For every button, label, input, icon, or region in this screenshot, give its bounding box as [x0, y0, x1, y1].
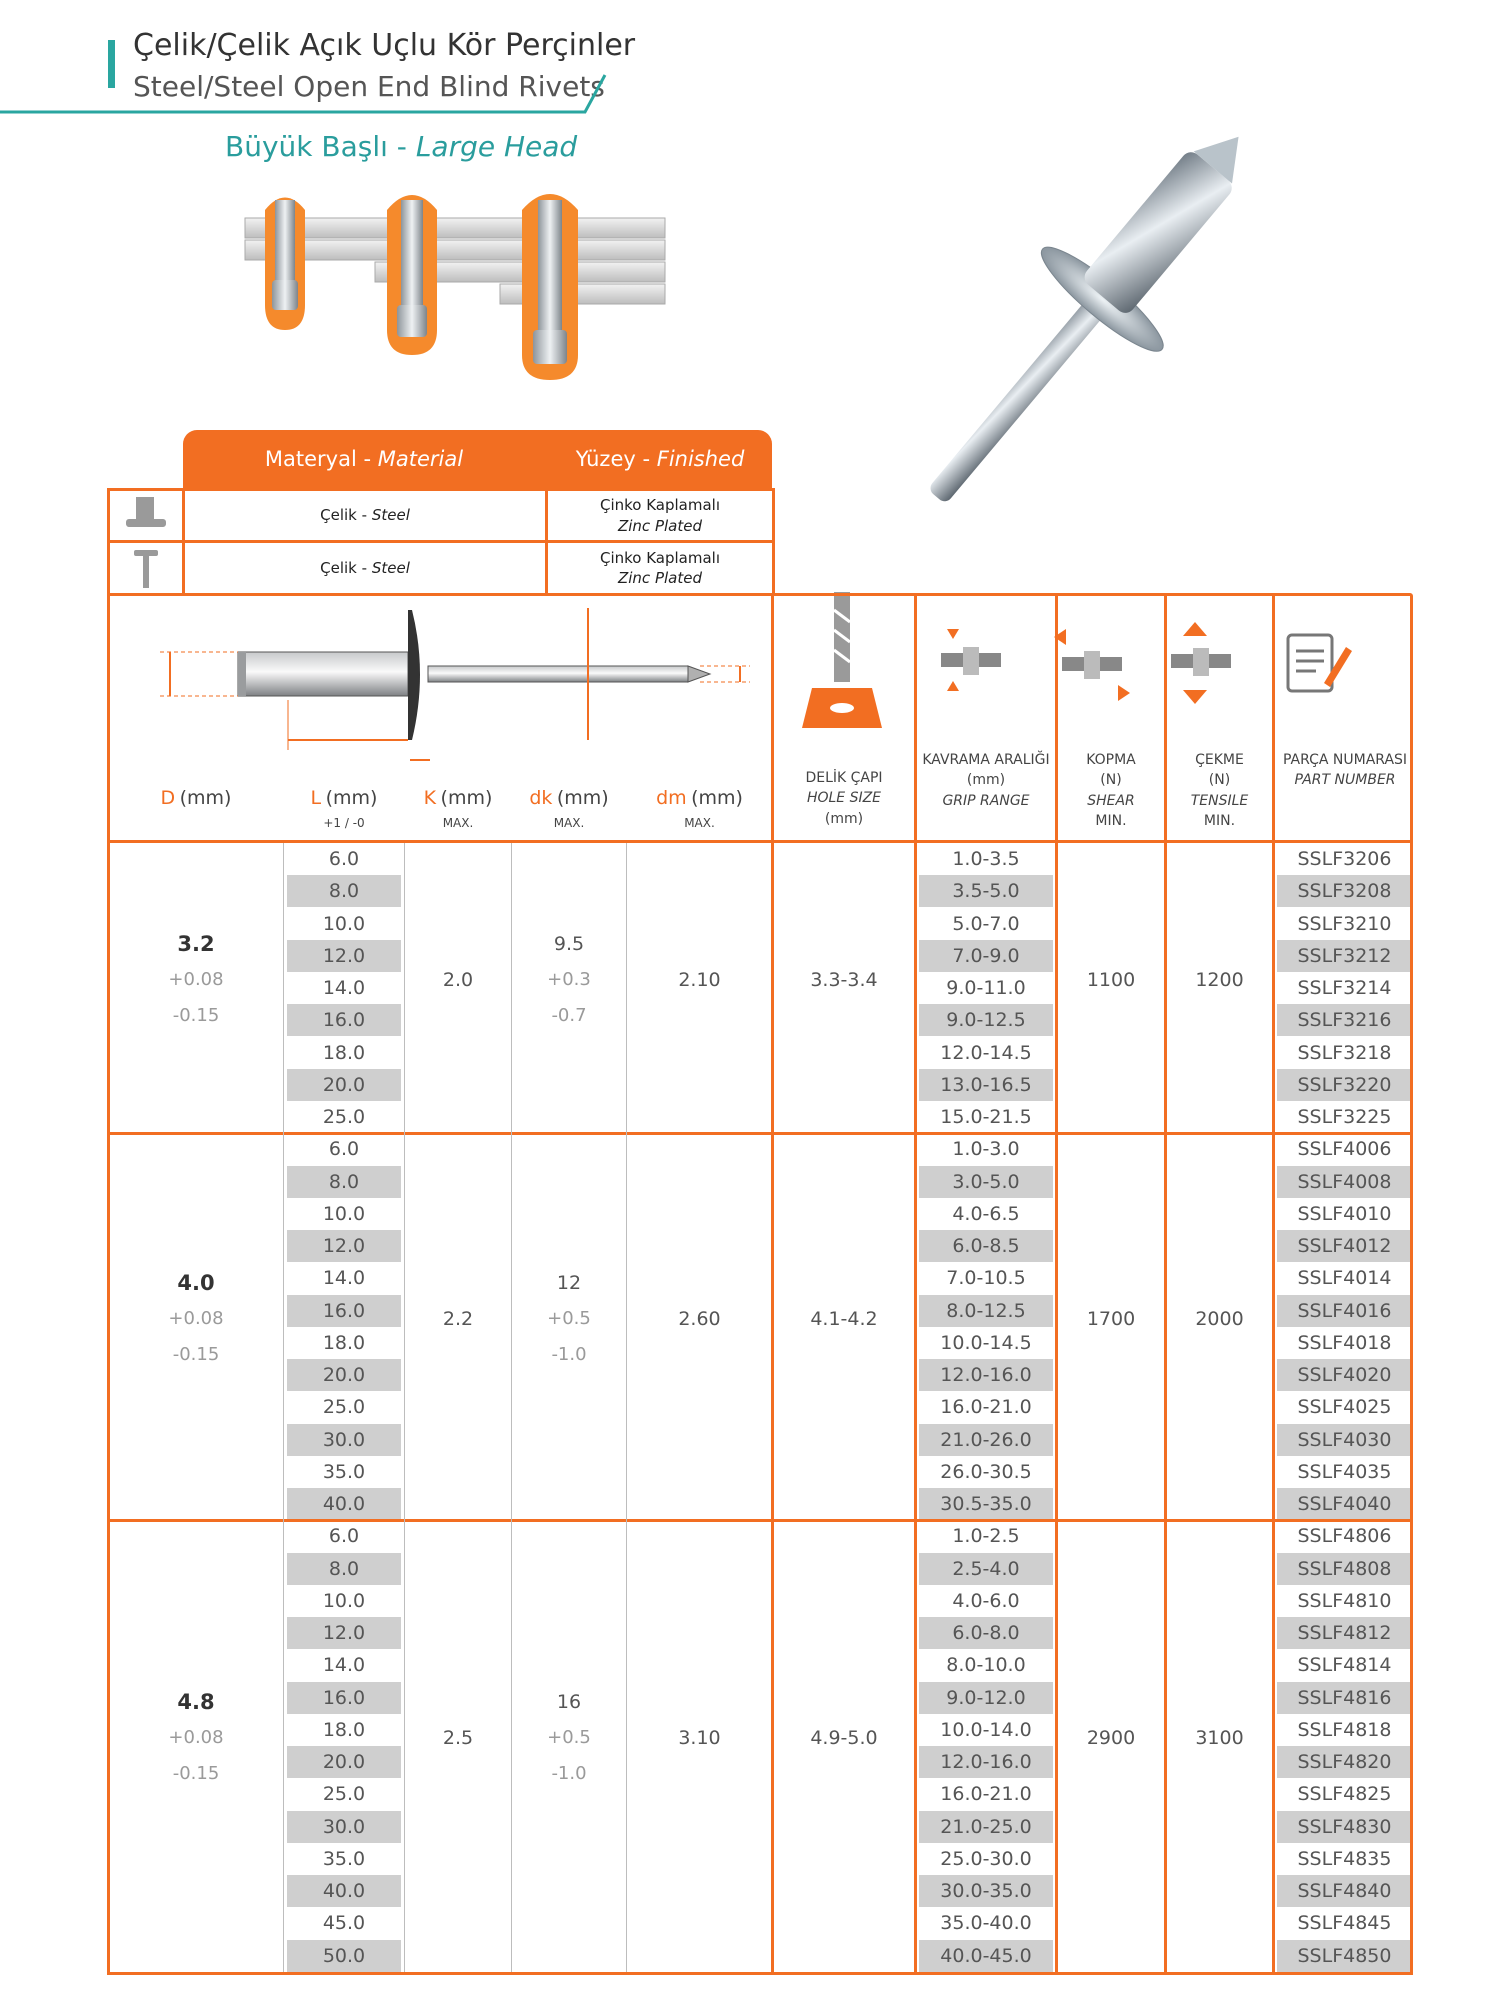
length-cell: 14.0 [322, 1654, 366, 1677]
grip-range-cell: 21.0-25.0 [919, 1811, 1053, 1843]
grip-range-icon [935, 625, 1015, 705]
part-number-cell: SSLF3218 [1297, 1041, 1392, 1064]
dk-value: 16 [556, 1691, 582, 1713]
grip-range-cell: 10.0-14.0 [940, 1718, 1032, 1741]
part-number-cell: SSLF4006 [1297, 1138, 1392, 1161]
tensile-value: 2000 [1195, 1307, 1244, 1330]
shear-value: 2900 [1086, 1727, 1136, 1749]
length-cell: 14.0 [322, 977, 366, 999]
dm-value: 3.10 [678, 1727, 721, 1749]
part-number-cell: SSLF4840 [1277, 1875, 1412, 1907]
length-cell: 18.0 [322, 1718, 366, 1741]
length-cell: 8.0 [287, 1166, 401, 1198]
part-number-cell: SSLF4035 [1297, 1460, 1392, 1483]
part-number-cell: SSLF3208 [1277, 875, 1412, 907]
table-border-bottom [107, 1972, 1413, 1975]
grip-range-cell: 1.0-3.5 [952, 848, 1020, 870]
table-column-border [1410, 596, 1413, 1975]
material-row-2-material: Çelik - Steel [320, 558, 410, 577]
part-number-cell: SSLF4812 [1277, 1617, 1412, 1649]
table-column-divider [404, 843, 405, 1972]
length-cell: 18.0 [322, 1331, 366, 1354]
length-cell: 6.0 [328, 1138, 360, 1161]
length-cell: 40.0 [287, 1488, 401, 1520]
grip-range-cell: 7.0-10.5 [946, 1267, 1026, 1290]
dk-tol-minus: -1.0 [551, 1343, 587, 1365]
shear-value: 1100 [1086, 969, 1136, 992]
shear-icon [1050, 625, 1135, 705]
diameter-tol-minus: -0.15 [172, 1343, 220, 1365]
grip-range-cell: 16.0-21.0 [940, 1396, 1032, 1419]
length-cell: 8.0 [287, 1553, 401, 1585]
col-k-header: K (mm) MAX. [423, 787, 493, 830]
length-cell: 12.0 [287, 940, 401, 972]
grip-range-cell: 35.0-40.0 [940, 1912, 1032, 1935]
part-number-cell: SSLF4030 [1277, 1424, 1412, 1456]
rivet-cross-section-illustration [240, 180, 680, 395]
part-number-cell: SSLF3212 [1277, 940, 1412, 972]
part-number-cell: SSLF4016 [1277, 1295, 1412, 1327]
rivet-body-icon [122, 495, 170, 535]
grip-range-cell: 4.0-6.0 [952, 1589, 1020, 1612]
grip-range-cell: 15.0-21.5 [940, 1106, 1032, 1128]
part-number-cell: SSLF3210 [1297, 912, 1392, 935]
subtitle-en: Large Head [415, 130, 578, 163]
hole-size-value: 4.9-5.0 [810, 1727, 878, 1749]
length-cell: 10.0 [322, 1202, 366, 1225]
grip-range-cell: 3.5-5.0 [919, 875, 1053, 907]
diameter-tol-plus: +0.08 [168, 1307, 224, 1329]
page-title-tr: Çelik/Çelik Açık Uçlu Kör Perçinler [133, 28, 636, 63]
grip-range-cell: 12.0-16.0 [919, 1359, 1053, 1391]
table-column-divider [283, 843, 284, 1972]
length-cell: 16.0 [287, 1295, 401, 1327]
length-cell: 50.0 [287, 1940, 401, 1972]
table-border-top [107, 593, 1413, 596]
length-cell: 20.0 [287, 1746, 401, 1778]
col-dk-header: dk (mm) MAX. [529, 787, 609, 830]
mandrel-icon [128, 548, 164, 590]
part-number-cell: SSLF4845 [1297, 1912, 1392, 1935]
grip-range-cell: 2.5-4.0 [919, 1553, 1053, 1585]
part-number-cell: SSLF4040 [1277, 1488, 1412, 1520]
grip-range-cell: 9.0-12.0 [919, 1682, 1053, 1714]
part-number-cell: SSLF4820 [1277, 1746, 1412, 1778]
grip-range-cell: 26.0-30.5 [940, 1460, 1032, 1483]
diameter-tol-minus: -0.15 [172, 1005, 220, 1027]
table-column-border [1272, 596, 1275, 1975]
dk-tol-plus: +0.5 [547, 1307, 591, 1329]
part-number-cell: SSLF4810 [1297, 1589, 1392, 1612]
material-header [183, 430, 545, 488]
part-number-cell: SSLF4008 [1277, 1166, 1412, 1198]
grip-range-cell: 12.0-14.5 [940, 1041, 1032, 1064]
dk-tol-plus: +0.5 [547, 1727, 591, 1748]
finish-header-en: Finished [656, 447, 745, 471]
grip-range-cell: 25.0-30.0 [940, 1847, 1032, 1870]
grip-range-cell: 3.0-5.0 [919, 1166, 1053, 1198]
length-cell: 35.0 [322, 1847, 366, 1870]
length-cell: 30.0 [287, 1811, 401, 1843]
length-cell: 12.0 [287, 1230, 401, 1262]
part-number-cell: SSLF4814 [1297, 1654, 1392, 1677]
dk-tol-plus: +0.3 [547, 969, 591, 991]
subtitle-tr: Büyük Başlı - [225, 130, 407, 163]
grip-range-cell: 8.0-10.0 [946, 1654, 1026, 1677]
table-column-border [1055, 596, 1058, 1975]
finish-header [548, 430, 772, 488]
grip-range-cell: 9.0-11.0 [946, 977, 1026, 999]
hole-size-value: 3.3-3.4 [810, 969, 878, 992]
part-number-icon [1278, 625, 1358, 705]
col-grip-header: KAVRAMA ARALIĞI (mm) GRIP RANGE [922, 752, 1050, 809]
grip-range-cell: 6.0-8.5 [919, 1230, 1053, 1262]
k-value: 2.5 [442, 1727, 474, 1749]
tensile-value: 1200 [1195, 969, 1244, 992]
table-column-divider [511, 843, 512, 1972]
part-number-cell: SSLF4018 [1297, 1331, 1392, 1354]
grip-range-cell: 6.0-8.0 [919, 1617, 1053, 1649]
dk-value: 12 [556, 1271, 582, 1294]
diameter-tol-plus: +0.08 [168, 969, 224, 991]
col-shear-header: KOPMA (N) SHEAR MIN. [1086, 752, 1136, 829]
grip-range-cell: 12.0-16.0 [919, 1746, 1053, 1778]
col-hole-header: DELİK ÇAPI HOLE SIZE (mm) [805, 770, 883, 827]
part-number-cell: SSLF4014 [1297, 1267, 1392, 1290]
dk-tol-minus: -0.7 [551, 1005, 587, 1027]
part-number-cell: SSLF4818 [1297, 1718, 1392, 1741]
diameter-value: 3.2 [177, 932, 215, 957]
material-border-left [107, 488, 110, 598]
length-cell: 10.0 [322, 912, 366, 935]
dm-value: 2.60 [678, 1307, 721, 1330]
col-dm-header: dm (mm) MAX. [656, 787, 743, 830]
part-number-cell: SSLF3216 [1277, 1004, 1412, 1036]
hole-size-value: 4.1-4.2 [810, 1307, 878, 1330]
length-cell: 18.0 [322, 1041, 366, 1064]
part-number-cell: SSLF3225 [1297, 1106, 1392, 1128]
col-tensile-header: ÇEKME (N) TENSILE MIN. [1190, 752, 1249, 829]
part-number-cell: SSLF4830 [1277, 1811, 1412, 1843]
part-number-cell: SSLF3214 [1297, 977, 1392, 999]
part-number-cell: SSLF4850 [1277, 1940, 1412, 1972]
drill-icon [792, 590, 892, 730]
length-cell: 16.0 [287, 1004, 401, 1036]
page-title-en: Steel/Steel Open End Blind Rivets [133, 70, 605, 103]
dm-value: 2.10 [678, 969, 721, 992]
material-header-en: Material [377, 447, 464, 471]
length-cell: 30.0 [287, 1424, 401, 1456]
material-header-tr: Materyal - [264, 447, 372, 471]
grip-range-cell: 1.0-2.5 [952, 1525, 1020, 1548]
part-number-cell: SSLF4012 [1277, 1230, 1412, 1262]
part-number-cell: SSLF4010 [1297, 1202, 1392, 1225]
length-cell: 12.0 [287, 1617, 401, 1649]
shear-value: 1700 [1086, 1307, 1136, 1330]
grip-range-cell: 1.0-3.0 [952, 1138, 1020, 1161]
part-number-cell: SSLF4808 [1277, 1553, 1412, 1585]
length-cell: 6.0 [328, 848, 360, 870]
table-column-border [1164, 596, 1167, 1975]
material-row-1-material: Çelik - Steel [320, 506, 410, 525]
length-cell: 10.0 [322, 1589, 366, 1612]
grip-range-cell: 7.0-9.0 [919, 940, 1053, 972]
table-column-border [107, 596, 110, 1975]
k-value: 2.0 [442, 969, 474, 992]
length-cell: 6.0 [328, 1525, 360, 1548]
length-cell: 35.0 [322, 1460, 366, 1483]
diameter-value: 4.8 [177, 1690, 215, 1714]
grip-range-cell: 30.5-35.0 [919, 1488, 1053, 1520]
grip-range-cell: 13.0-16.5 [919, 1069, 1053, 1101]
finish-header-tr: Yüzey - [575, 447, 651, 471]
diameter-value: 4.0 [177, 1270, 215, 1295]
subtitle [225, 130, 577, 163]
rivet-product-image [880, 70, 1280, 570]
grip-range-cell: 40.0-45.0 [919, 1940, 1053, 1972]
part-number-cell: SSLF4025 [1297, 1396, 1392, 1419]
length-cell: 45.0 [322, 1912, 366, 1935]
part-number-cell: SSLF4825 [1297, 1783, 1392, 1806]
part-number-cell: SSLF3220 [1277, 1069, 1412, 1101]
col-part-header: PARÇA NUMARASI PART NUMBER [1282, 752, 1408, 789]
grip-range-cell: 4.0-6.5 [952, 1202, 1020, 1225]
material-border-right [772, 488, 775, 593]
length-cell: 40.0 [287, 1875, 401, 1907]
grip-range-cell: 16.0-21.0 [940, 1783, 1032, 1806]
table-column-border [914, 596, 917, 1975]
length-cell: 20.0 [287, 1359, 401, 1391]
table-column-divider [626, 843, 627, 1972]
part-number-cell: SSLF4020 [1277, 1359, 1412, 1391]
tensile-value: 3100 [1195, 1727, 1244, 1749]
dk-tol-minus: -1.0 [551, 1763, 587, 1784]
part-number-cell: SSLF3206 [1297, 848, 1392, 870]
table-column-border [771, 596, 774, 1975]
length-cell: 25.0 [322, 1396, 366, 1419]
part-number-cell: SSLF4835 [1297, 1847, 1392, 1870]
length-cell: 16.0 [287, 1682, 401, 1714]
part-number-cell: SSLF4816 [1277, 1682, 1412, 1714]
length-cell: 25.0 [322, 1783, 366, 1806]
diameter-tol-minus: -0.15 [172, 1763, 220, 1784]
rivet-dimension-drawing [110, 600, 770, 780]
material-row-1-finish: Çinko Kaplamalı Zinc Plated [599, 496, 721, 535]
grip-range-cell: 21.0-26.0 [919, 1424, 1053, 1456]
length-cell: 25.0 [322, 1106, 366, 1128]
k-value: 2.2 [442, 1307, 474, 1330]
material-row-2-finish: Çinko Kaplamalı Zinc Plated [599, 548, 721, 587]
dk-value: 9.5 [553, 933, 585, 956]
tensile-icon [1163, 618, 1243, 708]
length-cell: 20.0 [287, 1069, 401, 1101]
part-number-cell: SSLF4806 [1297, 1525, 1392, 1548]
grip-range-cell: 10.0-14.5 [940, 1331, 1032, 1354]
grip-range-cell: 8.0-12.5 [919, 1295, 1053, 1327]
col-d-header: D (mm) [160, 787, 232, 809]
grip-range-cell: 9.0-12.5 [919, 1004, 1053, 1036]
length-cell: 14.0 [322, 1267, 366, 1290]
diameter-tol-plus: +0.08 [168, 1727, 224, 1748]
col-l-header: L (mm) +1 / -0 [310, 787, 378, 830]
grip-range-cell: 30.0-35.0 [919, 1875, 1053, 1907]
grip-range-cell: 5.0-7.0 [952, 912, 1020, 935]
length-cell: 8.0 [287, 875, 401, 907]
